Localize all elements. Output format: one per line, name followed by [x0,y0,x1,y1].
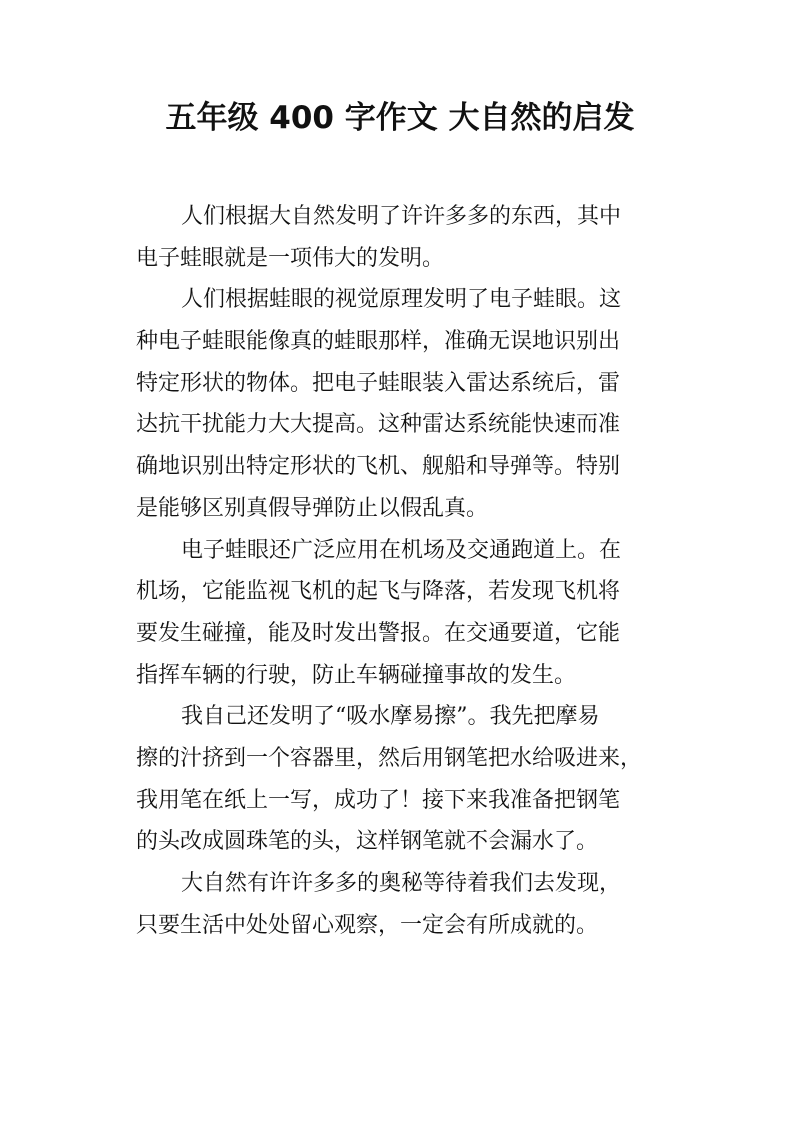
paragraph-line: 指挥车辆的行驶，防止车辆碰撞事故的发生。 [136,662,577,688]
paragraph-line: 特定形状的物体。把电子蛙眼装入雷达系统后，雷 [136,370,621,396]
paragraph-line: 是能够区别真假导弹防止以假乱真。 [136,495,489,521]
paragraph-line: 确地识别出特定形状的飞机、舰船和导弹等。特别 [136,454,621,480]
paragraph-line: 电子蛙眼就是一项伟大的发明。 [136,245,445,271]
paragraph-line: 要发生碰撞，能及时发出警报。在交通要道，它能 [136,620,621,646]
paragraph-line: 我用笔在纸上一写，成功了！接下来我准备把钢笔 [136,787,621,813]
paragraph-line: 擦的汁挤到一个容器里，然后用钢笔把水给吸进来， [136,745,643,771]
paragraph-line: 达抗干扰能力大大提高。这种雷达系统能快速而准 [136,412,621,438]
paragraph-first-line: 人们根据大自然发明了许许多多的东西，其中 [181,204,622,229]
paragraph-first-line: 人们根据蛙眼的视觉原理发明了电子蛙眼。这 [181,287,622,313]
paragraph-line: 机场，它能监视飞机的起飞与降落，若发现飞机将 [136,579,621,605]
paragraph-first-line: 我自己还发明了“吸水摩易擦”。我先把摩易 [181,704,600,730]
paragraph-first-line: 大自然有许许多多的奥秘等待着我们去发现， [181,871,622,896]
essay-body [136,196,664,946]
document-title: 五年级 400 字作文 大自然的启发 [165,100,635,136]
paragraph-line: 只要生活中处处留心观察，一定会有所成就的。 [136,912,599,938]
paragraph-line: 种电子蛙眼能像真的蛙眼那样，准确无误地识别出 [136,329,621,355]
paragraph-line: 的头改成圆珠笔的头，这样钢笔就不会漏水了。 [136,829,599,855]
paragraph-first-line: 电子蛙眼还广泛应用在机场及交通跑道上。在 [181,537,622,563]
